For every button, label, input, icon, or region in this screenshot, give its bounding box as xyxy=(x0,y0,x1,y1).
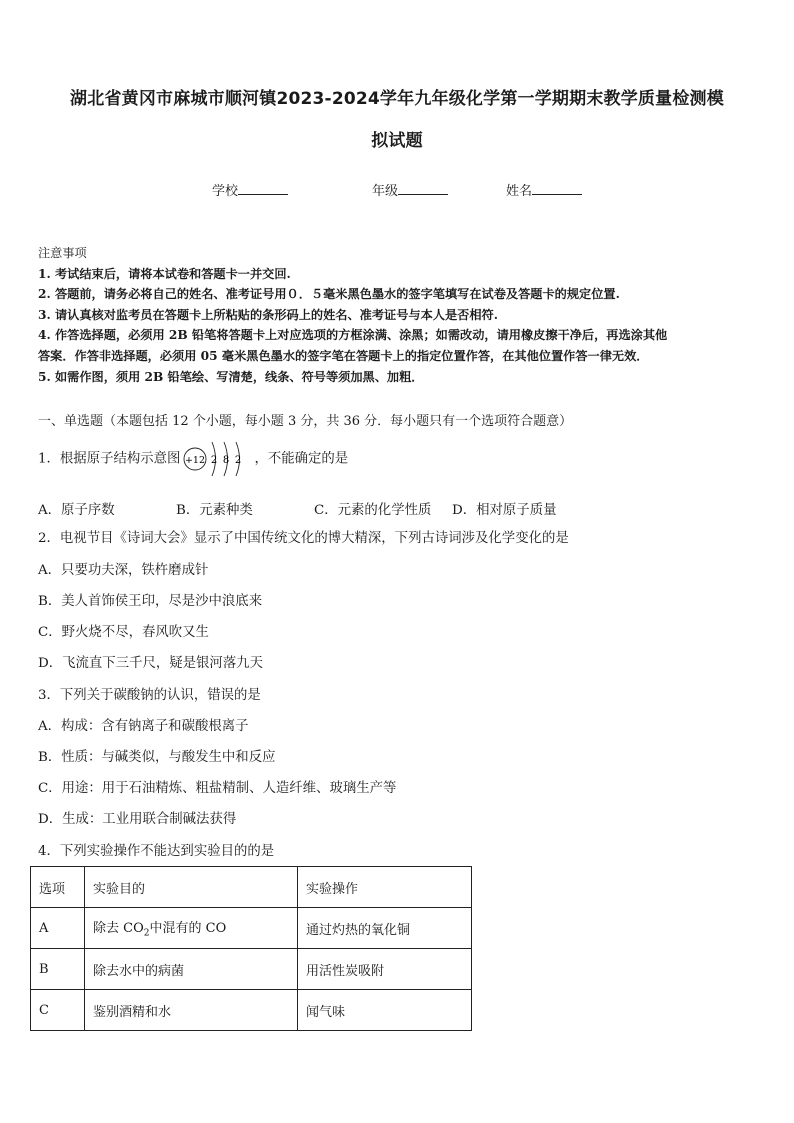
atom-shell-3: 2 xyxy=(235,455,242,466)
q1-stem-after: ，不能确定的是 xyxy=(254,451,349,467)
table-cell-purpose xyxy=(85,908,298,949)
q1-option-b[interactable]: B．元素种类 xyxy=(176,503,253,518)
q1-option-d[interactable]: D．相对原子质量 xyxy=(452,503,557,518)
atom-shell-1: 2 xyxy=(211,455,218,466)
note-item: 1. 考试结束后，请将本试卷和答题卡一并交回. xyxy=(38,266,291,281)
question-2-stem: 2．电视节目《诗词大会》显示了中国传统文化的博大精深，下列古诗词涉及化学变化的是 xyxy=(38,531,569,546)
q1-option-c[interactable]: C．元素的化学性质 xyxy=(314,503,432,518)
note-item: 3. 请认真核对监考员在答题卡上所粘贴的条形码上的姓名、准考证号与本人是否相符. xyxy=(38,307,498,322)
table-row xyxy=(31,949,472,990)
table-row xyxy=(31,990,472,1031)
table-cell-option: A xyxy=(31,908,85,949)
table-header-cell: 实验操作 xyxy=(298,867,472,908)
name-blank xyxy=(532,183,582,195)
q3-option-d[interactable]: D．生成：工业用联合制碱法获得 xyxy=(38,812,237,827)
table-cell-option: B xyxy=(31,949,85,990)
table-cell-purpose: 除去水中的病菌 xyxy=(85,949,298,990)
q2-option-c[interactable]: C．野火烧不尽，春风吹又生 xyxy=(38,625,209,640)
note-item: 2. 答题前，请务必将自己的姓名、准考证号用０．５毫米黑色墨水的签字笔填写在试卷及答题卡的规定位置. xyxy=(38,287,620,302)
purpose-text-rest: 中混有的 CO xyxy=(149,921,227,937)
school-blank xyxy=(238,183,288,195)
table-cell-purpose: 鉴别酒精和水 xyxy=(85,990,298,1031)
title-line-1: 湖北省黄冈市麻城市顺河镇2023-2024学年九年级化学第一学期期末教学质量检测模 xyxy=(70,89,724,109)
table-header-cell: 实验目的 xyxy=(85,867,298,908)
q2-option-a[interactable]: A．只要功夫深，铁杵磨成针 xyxy=(38,563,209,578)
table-cell-option: C xyxy=(31,990,85,1031)
table-row xyxy=(31,908,472,949)
q2-option-d[interactable]: D．飞流直下三千尺，疑是银河落九天 xyxy=(38,656,263,671)
question-1-stem xyxy=(38,449,348,470)
notes-heading: 注意事项 xyxy=(38,246,87,260)
exam-notes xyxy=(38,243,760,387)
table-cell-operation: 通过灼热的氧化铜 xyxy=(298,908,472,949)
atom-shell-2: 8 xyxy=(223,455,230,466)
grade-blank xyxy=(398,183,448,195)
table-cell-operation: 闻气味 xyxy=(298,990,472,1031)
q2-option-b[interactable]: B．美人首饰侯王印，尽是沙中浪底来 xyxy=(38,594,263,609)
experiment-table xyxy=(30,866,472,1031)
note-item: 4. 作答选择题，必须用 2B 铅笔将答题卡上对应选项的方框涂满、涂黑；如需改动，请用橡皮擦干净后，再选涂其他 xyxy=(38,328,668,343)
section-heading: 一、单选题（本题包括 12 个小题，每小题 3 分，共 36 分．每小题只有一个选项符合题意） xyxy=(38,414,573,429)
grade-label: 年级 xyxy=(372,184,399,199)
note-item: 5. 如需作图，须用 2B 铅笔绘、写清楚，线条、符号等须加黑、加粗． xyxy=(38,369,424,384)
q1-stem-before: 1．根据原子结构示意图 xyxy=(38,451,181,467)
q3-option-b[interactable]: B．性质：与碱类似，与酸发生中和反应 xyxy=(38,750,276,765)
q3-option-a[interactable]: A．构成：含有钠离子和碳酸根离子 xyxy=(38,719,249,734)
name-field xyxy=(506,180,582,199)
purpose-text: 除去 CO xyxy=(93,921,144,937)
atom-nucleus-label: +12 xyxy=(185,455,206,466)
table-header-cell: 选项 xyxy=(31,867,85,908)
school-field xyxy=(212,180,288,199)
table-header-row xyxy=(31,867,472,908)
note-item: 答案．作答非选择题，必须用 05 毫米黑色墨水的签字笔在答题卡上的指定位置作答，在其他位置作答一律无效． xyxy=(38,348,649,363)
q1-option-a[interactable]: A．原子序数 xyxy=(38,503,115,518)
question-4-stem: 4．下列实验操作不能达到实验目的的是 xyxy=(38,844,275,859)
q3-option-c[interactable]: C．用途：用于石油精炼、粗盐精制、人造纤维、玻璃生产等 xyxy=(38,781,397,796)
grade-field xyxy=(372,180,448,199)
table-cell-operation: 用活性炭吸附 xyxy=(298,949,472,990)
school-label: 学校 xyxy=(212,184,239,199)
name-label: 姓名 xyxy=(506,184,533,199)
atom-structure-diagram xyxy=(182,449,252,469)
question-3-stem: 3．下列关于碳酸钠的认识，错误的是 xyxy=(38,688,261,703)
title-line-2: 拟试题 xyxy=(371,131,423,151)
purpose-subscript: 2 xyxy=(143,928,150,939)
